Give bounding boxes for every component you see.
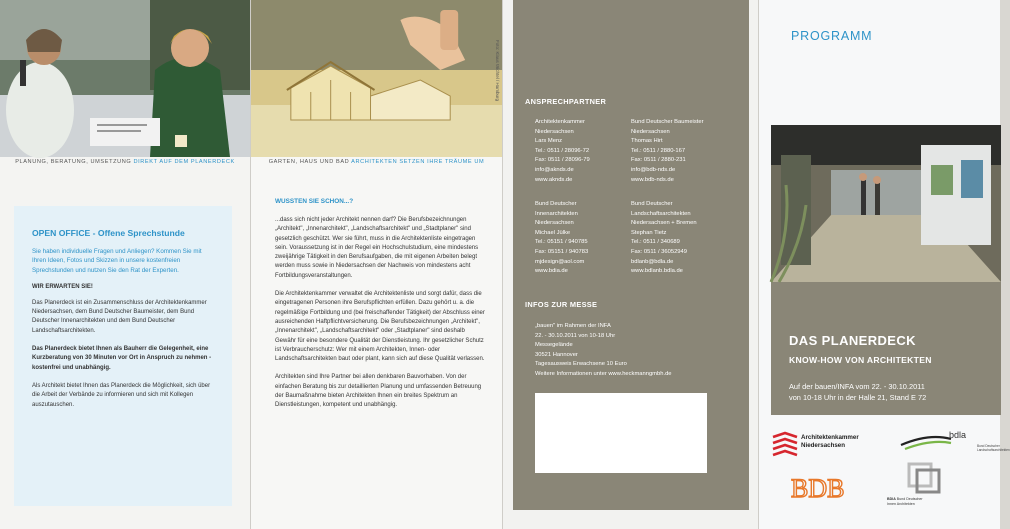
panel-contacts <box>502 0 758 529</box>
architektenkammer-logo-text: Architektenkammer Niedersachsen <box>801 434 859 450</box>
bdla-logo-text: bdla <box>949 430 967 440</box>
bdia-logo <box>907 462 943 494</box>
panel-open-office <box>0 0 250 529</box>
exhibition-hall-photo <box>771 125 1001 282</box>
wussten-sie-text <box>275 198 487 420</box>
map-placeholder <box>535 393 707 473</box>
messe-title: INFOS ZUR MESSE <box>525 300 598 309</box>
open-office-lead: Sie haben individuelle Fragen und Anliegen? Kommen Sie mit Ihren Ideen, Fotos und Skizzen in unsere kostenfreien Sprechstunden und nutzen Sie den Rat der Experten. <box>32 248 202 274</box>
wussten-sie-paragraph: Die Architektenkammer verwaltet die Architektenliste und sorgt dafür, dass die eingetragenen Personen ihre Berufspflichten erfüllen. Dazu gehört u. a. die regelmäßige Fortbildung und (bei freischaffender Tätigkeit) der Abschluss einer ausreichenden Haftpflichtversicherung. Die Berufsbezeichnungen „Architekt", „Innenarchitekt", „Landschaftsarchitekt" oder „Stadtplaner" sind deshalb Gewähr für eine besondere Qualität der Dienstleistung. Ihr gesetzlicher Schutz ist Verbraucherschutz: Wer mit einem Architekten, Innen- oder Landschaftsarchitekten baut oder plant, kann sich auf diese Qualität verlassen. <box>275 291 485 363</box>
open-office-title: OPEN OFFICE - Offene Sprechstunde <box>32 228 185 238</box>
open-office-box <box>14 206 232 506</box>
consultation-photo <box>0 0 250 157</box>
contacts-title: ANSPRECHPARTNER <box>525 97 607 106</box>
cover-subtitle: KNOW-HOW VON ARCHITEKTEN <box>789 355 932 365</box>
cover-date: Auf der bauen/INFA vom 22. - 30.10.2011 von 10-18 Uhr in der Halle 21, Stand E 72 <box>789 382 927 402</box>
contact-bdla: Bund Deutscher Landschaftsarchitekten Niedersachsen + Bremen Stephan Tietz Tel.: 0511 / 340689 Fax: 0511 / 36052949 bdlanb@bdla.de www.bdlanb.bdla.de <box>631 201 697 275</box>
open-office-heading: WIR ERWARTEN SIE! <box>32 283 93 290</box>
bdia-logo-text: BDIA Bund Deutscher Innen Architekten <box>887 497 923 506</box>
bdla-logo-subtext: Bund Deutscher Landschaftsarchitekten <box>977 444 1010 452</box>
messe-info: „bauen" im Rahmen der INFA 22. - 30.10.2011 von 10-18 Uhr Messegelände 30521 Hannover Tagesausweis Erwachsene 10 Euro Weitere Informationen unter www.heckmanngmbh.de <box>535 323 672 377</box>
bdb-logo <box>789 467 845 507</box>
photo-caption: GARTEN, HAUS UND BAD ARCHITEKTEN SETZEN IHRE TRÄUME UM <box>268 159 485 165</box>
photo-credit: Foto: Klaus Wichtel / Hamburg <box>495 40 500 102</box>
programm-heading: PROGRAMM <box>791 29 873 43</box>
open-office-paragraph: Das Planerdeck ist ein Zusammenschluss der Architektenkammer Niedersachsen, dem Bund Deutscher Baumeister, dem Bund Deutscher Innenarchitekten und dem Bund Deutscher Landschaftsarchitekten. <box>32 299 207 334</box>
open-office-paragraph: Als Architekt bietet Ihnen das Planerdeck die Möglichkeit, sich über die Arbeit der Verbände zu informieren und sich mit Kollegen auszutauschen. <box>32 382 211 408</box>
panel-cover <box>758 0 1010 529</box>
wussten-sie-paragraph: Architekten sind Ihre Partner bei allen denkbaren Bauvorhaben. Von der einfachen Beratung bis zur detaillierten Planung und umfassenden Betreuung der Baumaßnahme bieten Architekten Ihnen ein breites Spektrum an Dienstleistungen, kompetent und unabhängig. <box>275 374 482 409</box>
photo-caption: PLANUNG, BERATUNG, UMSETZUNG DIREKT AUF DEM PLANERDECK <box>15 159 235 165</box>
contact-bdia: Bund Deutscher Innenarchitekten Niedersachsen Michael Jülke Tel.: 05151 / 940785 Fax: 05151 / 940783 mjdesign@aol.com www.bdia.de <box>535 201 589 275</box>
cover-title: DAS PLANERDECK <box>789 333 916 348</box>
wussten-sie-title: WUSSTEN SIE SCHON...? <box>275 198 354 205</box>
contact-bdb: Bund Deutscher Baumeister Niedersachsen Thomas Hirt Tel.: 0511 / 2880-167 Fax: 0511 / 2880-231 info@bdb-nds.de www.bdb-nds.de <box>631 119 704 183</box>
wussten-sie-paragraph: ...dass sich nicht jeder Architekt nennen darf? Die Berufsbezeichnungen „Architekt", „Innenarchitekt", „Landschaftsarchitekt" und „Stadtplaner" sind gesetzlich geschützt. Wer sie führt, muss in die Architektenliste eingetragen sein. Voraussetzung ist in der Regel ein Hochschulstudium, eine mindestens zweijährige Tätigkeit in den Berufsaufgaben, die mit eigenen Arbeiten belegt werden muss sowie in Niedersachsen der Nachweis von mindestens acht Fortbildungsveranstaltungen. <box>275 217 479 279</box>
contact-ak-nds: Architektenkammer Niedersachsen Lars Menz Tel.: 0511 / 28096-72 Fax: 0511 / 28096-79 info@aknds.de www.aknds.de <box>535 119 590 183</box>
house-model-photo <box>251 0 502 157</box>
panel-wussten-sie <box>250 0 502 529</box>
bdb-logo-text: BDB <box>791 474 845 503</box>
open-office-paragraph-bold: Das Planerdeck bietet Ihnen als Bauherr die Gelegenheit, eine Kurzberatung von 30 Minuten vor Ort in Anspruch zu nehmen - kostenfrei und unabhängig. <box>32 346 212 371</box>
